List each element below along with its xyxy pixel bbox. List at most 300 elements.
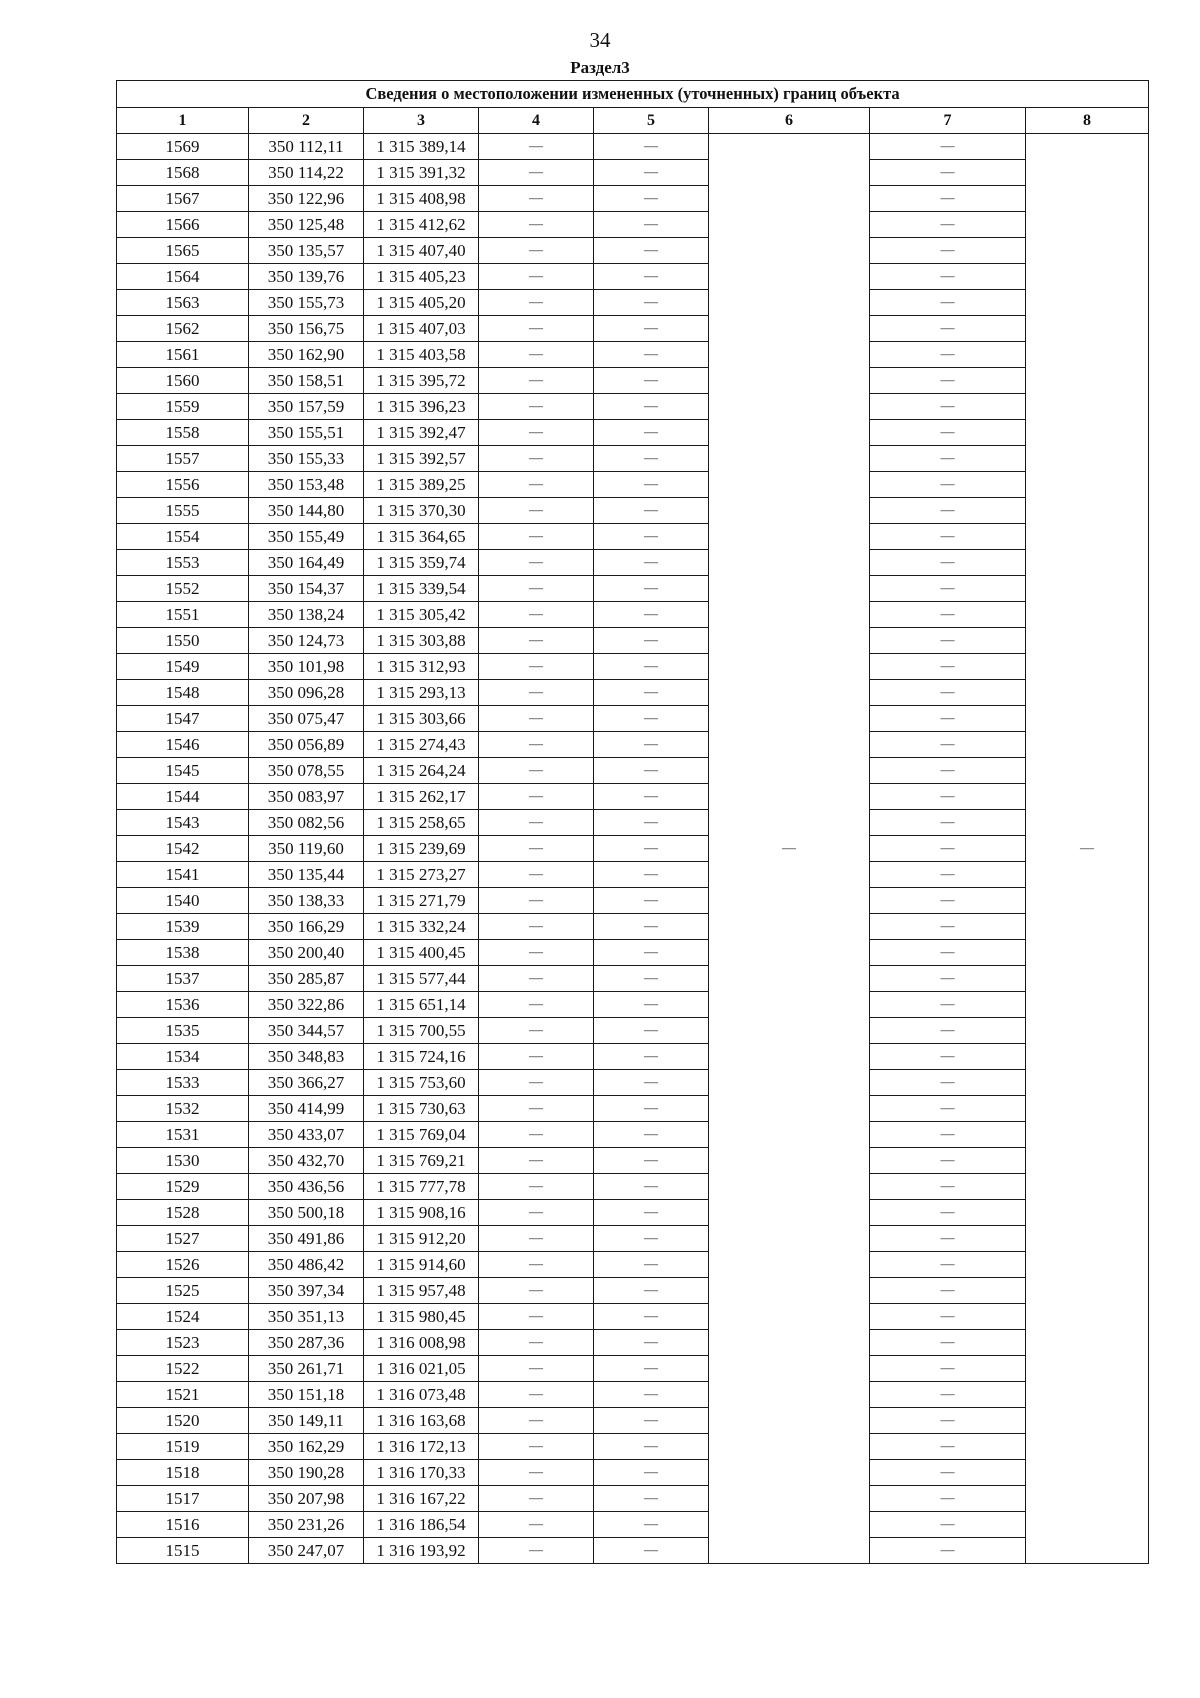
dash-cell: —	[479, 810, 594, 836]
y-coordinate-cell: 1 315 262,17	[364, 784, 479, 810]
x-coordinate-cell: 350 348,83	[249, 1044, 364, 1070]
point-number-cell: 1526	[117, 1252, 249, 1278]
dash-cell: —	[594, 654, 709, 680]
dash-cell: —	[594, 238, 709, 264]
point-number-cell: 1548	[117, 680, 249, 706]
table-row	[117, 1018, 1149, 1044]
dash-cell: —	[594, 1434, 709, 1460]
x-coordinate-cell: 350 351,13	[249, 1304, 364, 1330]
dash-cell: —	[870, 1278, 1026, 1304]
point-number-cell: 1535	[117, 1018, 249, 1044]
dash-cell: —	[594, 1356, 709, 1382]
table-row	[117, 472, 1149, 498]
dash-cell: —	[870, 420, 1026, 446]
x-coordinate-cell: 350 135,57	[249, 238, 364, 264]
dash-cell: —	[479, 498, 594, 524]
point-number-cell: 1558	[117, 420, 249, 446]
dash-cell: —	[594, 1382, 709, 1408]
table-row	[117, 810, 1149, 836]
x-coordinate-cell: 350 157,59	[249, 394, 364, 420]
dash-cell: —	[479, 784, 594, 810]
y-coordinate-cell: 1 315 753,60	[364, 1070, 479, 1096]
table-row	[117, 628, 1149, 654]
column-header-row	[117, 108, 1149, 134]
dash-cell: —	[870, 1304, 1026, 1330]
dash-cell: —	[479, 264, 594, 290]
dash-cell: —	[594, 732, 709, 758]
point-number-cell: 1552	[117, 576, 249, 602]
table-row	[117, 1408, 1149, 1434]
y-coordinate-cell: 1 315 392,57	[364, 446, 479, 472]
dash-cell: —	[870, 1174, 1026, 1200]
point-number-cell: 1541	[117, 862, 249, 888]
dash-cell: —	[479, 550, 594, 576]
table-row	[117, 1486, 1149, 1512]
y-coordinate-cell: 1 315 769,04	[364, 1122, 479, 1148]
x-coordinate-cell: 350 078,55	[249, 758, 364, 784]
dash-cell: —	[594, 1096, 709, 1122]
point-number-cell: 1560	[117, 368, 249, 394]
dash-cell: —	[479, 1252, 594, 1278]
dash-cell: —	[479, 316, 594, 342]
y-coordinate-cell: 1 316 008,98	[364, 1330, 479, 1356]
table-row	[117, 368, 1149, 394]
dash-cell: —	[479, 914, 594, 940]
table-row	[117, 706, 1149, 732]
table-row	[117, 888, 1149, 914]
dash-cell: —	[870, 550, 1026, 576]
y-coordinate-cell: 1 315 389,14	[364, 134, 479, 160]
x-coordinate-cell: 350 486,42	[249, 1252, 364, 1278]
point-number-cell: 1534	[117, 1044, 249, 1070]
table-row	[117, 1330, 1149, 1356]
y-coordinate-cell: 1 315 403,58	[364, 342, 479, 368]
table-row	[117, 1382, 1149, 1408]
dash-cell: —	[870, 1538, 1026, 1564]
dash-cell: —	[479, 524, 594, 550]
y-coordinate-cell: 1 315 407,03	[364, 316, 479, 342]
point-number-cell: 1521	[117, 1382, 249, 1408]
dash-cell: —	[479, 1408, 594, 1434]
dash-cell: —	[870, 238, 1026, 264]
y-coordinate-cell: 1 315 332,24	[364, 914, 479, 940]
y-coordinate-cell: 1 316 193,92	[364, 1538, 479, 1564]
table-row	[117, 238, 1149, 264]
dash-cell: —	[479, 1174, 594, 1200]
x-coordinate-cell: 350 096,28	[249, 680, 364, 706]
table-row	[117, 1174, 1149, 1200]
dash-cell: —	[870, 446, 1026, 472]
point-number-cell: 1516	[117, 1512, 249, 1538]
table-row	[117, 654, 1149, 680]
y-coordinate-cell: 1 315 405,23	[364, 264, 479, 290]
point-number-cell: 1553	[117, 550, 249, 576]
dash-cell: —	[594, 1330, 709, 1356]
dash-cell: —	[479, 758, 594, 784]
point-number-cell: 1529	[117, 1174, 249, 1200]
y-coordinate-cell: 1 315 651,14	[364, 992, 479, 1018]
y-coordinate-cell: 1 316 170,33	[364, 1460, 479, 1486]
x-coordinate-cell: 350 500,18	[249, 1200, 364, 1226]
x-coordinate-cell: 350 491,86	[249, 1226, 364, 1252]
table-body	[117, 134, 1149, 1564]
x-coordinate-cell: 350 075,47	[249, 706, 364, 732]
x-coordinate-cell: 350 285,87	[249, 966, 364, 992]
table-row	[117, 940, 1149, 966]
table-row	[117, 602, 1149, 628]
x-coordinate-cell: 350 155,73	[249, 290, 364, 316]
merged-column-6-cell: —	[709, 134, 870, 1564]
table-row	[117, 1434, 1149, 1460]
dash-cell: —	[479, 1356, 594, 1382]
dash-cell: —	[870, 264, 1026, 290]
dash-cell: —	[479, 1044, 594, 1070]
dash-cell: —	[479, 862, 594, 888]
column-header: 2	[249, 108, 364, 134]
x-coordinate-cell: 350 114,22	[249, 160, 364, 186]
point-number-cell: 1555	[117, 498, 249, 524]
dash-cell: —	[594, 212, 709, 238]
table-row	[117, 1252, 1149, 1278]
dash-cell: —	[479, 966, 594, 992]
dash-cell: —	[479, 238, 594, 264]
dash-cell: —	[479, 1382, 594, 1408]
dash-cell: —	[479, 732, 594, 758]
table-row	[117, 1304, 1149, 1330]
dash-cell: —	[870, 1070, 1026, 1096]
dash-cell: —	[594, 1408, 709, 1434]
dash-cell: —	[479, 212, 594, 238]
point-number-cell: 1542	[117, 836, 249, 862]
table-row	[117, 576, 1149, 602]
point-number-cell: 1562	[117, 316, 249, 342]
point-number-cell: 1565	[117, 238, 249, 264]
y-coordinate-cell: 1 315 577,44	[364, 966, 479, 992]
x-coordinate-cell: 350 156,75	[249, 316, 364, 342]
point-number-cell: 1550	[117, 628, 249, 654]
x-coordinate-cell: 350 162,29	[249, 1434, 364, 1460]
y-coordinate-cell: 1 315 274,43	[364, 732, 479, 758]
point-number-cell: 1525	[117, 1278, 249, 1304]
table-row	[117, 914, 1149, 940]
dash-cell: —	[594, 134, 709, 160]
y-coordinate-cell: 1 315 980,45	[364, 1304, 479, 1330]
x-coordinate-cell: 350 261,71	[249, 1356, 364, 1382]
x-coordinate-cell: 350 287,36	[249, 1330, 364, 1356]
dash-cell: —	[870, 576, 1026, 602]
dash-cell: —	[870, 342, 1026, 368]
x-coordinate-cell: 350 432,70	[249, 1148, 364, 1174]
y-coordinate-cell: 1 315 303,88	[364, 628, 479, 654]
dash-cell: —	[479, 394, 594, 420]
dash-cell: —	[594, 498, 709, 524]
point-number-cell: 1561	[117, 342, 249, 368]
dash-cell: —	[870, 498, 1026, 524]
dash-cell: —	[870, 160, 1026, 186]
y-coordinate-cell: 1 316 073,48	[364, 1382, 479, 1408]
point-number-cell: 1536	[117, 992, 249, 1018]
dash-cell: —	[870, 1356, 1026, 1382]
dash-cell: —	[870, 1096, 1026, 1122]
point-number-cell: 1564	[117, 264, 249, 290]
column-header: 4	[479, 108, 594, 134]
dash-cell: —	[870, 1252, 1026, 1278]
table-title-row	[117, 81, 1149, 108]
dash-cell: —	[594, 1174, 709, 1200]
dash-cell: —	[594, 368, 709, 394]
table-row	[117, 550, 1149, 576]
x-coordinate-cell: 350 155,51	[249, 420, 364, 446]
dash-cell: —	[594, 160, 709, 186]
column-header: 6	[709, 108, 870, 134]
dash-cell: —	[594, 862, 709, 888]
y-coordinate-cell: 1 315 914,60	[364, 1252, 479, 1278]
table-row	[117, 992, 1149, 1018]
dash-cell: —	[479, 420, 594, 446]
dash-cell: —	[479, 576, 594, 602]
dash-cell: —	[594, 420, 709, 446]
point-number-cell: 1519	[117, 1434, 249, 1460]
x-coordinate-cell: 350 155,49	[249, 524, 364, 550]
dash-cell: —	[479, 1512, 594, 1538]
y-coordinate-cell: 1 315 293,13	[364, 680, 479, 706]
dash-cell: —	[594, 316, 709, 342]
x-coordinate-cell: 350 164,49	[249, 550, 364, 576]
table-row	[117, 1512, 1149, 1538]
table-row	[117, 758, 1149, 784]
dash-cell: —	[594, 550, 709, 576]
dash-cell: —	[870, 810, 1026, 836]
dash-cell: —	[594, 992, 709, 1018]
dash-cell: —	[870, 1512, 1026, 1538]
point-number-cell: 1551	[117, 602, 249, 628]
dash-cell: —	[594, 1122, 709, 1148]
dash-cell: —	[870, 992, 1026, 1018]
point-number-cell: 1545	[117, 758, 249, 784]
table-row	[117, 160, 1149, 186]
dash-cell: —	[594, 810, 709, 836]
dash-cell: —	[870, 316, 1026, 342]
table-row	[117, 212, 1149, 238]
y-coordinate-cell: 1 315 405,20	[364, 290, 479, 316]
point-number-cell: 1549	[117, 654, 249, 680]
dash-cell: —	[870, 1330, 1026, 1356]
y-coordinate-cell: 1 315 370,30	[364, 498, 479, 524]
table-row	[117, 264, 1149, 290]
x-coordinate-cell: 350 366,27	[249, 1070, 364, 1096]
table-row	[117, 420, 1149, 446]
x-coordinate-cell: 350 190,28	[249, 1460, 364, 1486]
x-coordinate-cell: 350 344,57	[249, 1018, 364, 1044]
dash-cell: —	[479, 1122, 594, 1148]
table-row	[117, 1096, 1149, 1122]
point-number-cell: 1544	[117, 784, 249, 810]
table-row	[117, 1122, 1149, 1148]
dash-cell: —	[870, 706, 1026, 732]
y-coordinate-cell: 1 315 400,45	[364, 940, 479, 966]
dash-cell: —	[870, 654, 1026, 680]
y-coordinate-cell: 1 315 769,21	[364, 1148, 479, 1174]
dash-cell: —	[479, 654, 594, 680]
x-coordinate-cell: 350 200,40	[249, 940, 364, 966]
y-coordinate-cell: 1 315 271,79	[364, 888, 479, 914]
x-coordinate-cell: 350 433,07	[249, 1122, 364, 1148]
x-coordinate-cell: 350 125,48	[249, 212, 364, 238]
point-number-cell: 1522	[117, 1356, 249, 1382]
y-coordinate-cell: 1 315 305,42	[364, 602, 479, 628]
point-number-cell: 1546	[117, 732, 249, 758]
y-coordinate-cell: 1 315 264,24	[364, 758, 479, 784]
y-coordinate-cell: 1 315 364,65	[364, 524, 479, 550]
y-coordinate-cell: 1 315 777,78	[364, 1174, 479, 1200]
y-coordinate-cell: 1 315 700,55	[364, 1018, 479, 1044]
dash-cell: —	[870, 1044, 1026, 1070]
y-coordinate-cell: 1 315 312,93	[364, 654, 479, 680]
dash-cell: —	[594, 1278, 709, 1304]
y-coordinate-cell: 1 315 339,54	[364, 576, 479, 602]
dash-cell: —	[594, 966, 709, 992]
dash-cell: —	[870, 602, 1026, 628]
dash-cell: —	[479, 1460, 594, 1486]
dash-cell: —	[479, 290, 594, 316]
table-row	[117, 732, 1149, 758]
column-header: 3	[364, 108, 479, 134]
x-coordinate-cell: 350 119,60	[249, 836, 364, 862]
point-number-cell: 1533	[117, 1070, 249, 1096]
column-header: 1	[117, 108, 249, 134]
dash-cell: —	[594, 914, 709, 940]
dash-cell: —	[594, 1252, 709, 1278]
dash-cell: —	[870, 368, 1026, 394]
x-coordinate-cell: 350 153,48	[249, 472, 364, 498]
dash-cell: —	[479, 602, 594, 628]
point-number-cell: 1531	[117, 1122, 249, 1148]
boundary-table	[116, 80, 1149, 1564]
dash-cell: —	[870, 628, 1026, 654]
dash-cell: —	[870, 1460, 1026, 1486]
y-coordinate-cell: 1 315 359,74	[364, 550, 479, 576]
dash-cell: —	[479, 134, 594, 160]
dash-cell: —	[870, 1018, 1026, 1044]
dash-cell: —	[594, 290, 709, 316]
x-coordinate-cell: 350 135,44	[249, 862, 364, 888]
dash-cell: —	[479, 706, 594, 732]
dash-cell: —	[479, 1226, 594, 1252]
dash-cell: —	[479, 160, 594, 186]
point-number-cell: 1557	[117, 446, 249, 472]
point-number-cell: 1569	[117, 134, 249, 160]
dash-cell: —	[479, 1434, 594, 1460]
point-number-cell: 1520	[117, 1408, 249, 1434]
dash-cell: —	[479, 368, 594, 394]
table-row	[117, 1200, 1149, 1226]
table-row	[117, 316, 1149, 342]
dash-cell: —	[870, 680, 1026, 706]
table-row	[117, 342, 1149, 368]
dash-cell: —	[479, 888, 594, 914]
point-number-cell: 1523	[117, 1330, 249, 1356]
dash-cell: —	[870, 1382, 1026, 1408]
dash-cell: —	[479, 680, 594, 706]
dash-cell: —	[594, 706, 709, 732]
table-row	[117, 134, 1149, 160]
y-coordinate-cell: 1 315 392,47	[364, 420, 479, 446]
column-header: 7	[870, 108, 1026, 134]
dash-cell: —	[870, 186, 1026, 212]
dash-cell: —	[870, 940, 1026, 966]
y-coordinate-cell: 1 316 167,22	[364, 1486, 479, 1512]
x-coordinate-cell: 350 158,51	[249, 368, 364, 394]
x-coordinate-cell: 350 397,34	[249, 1278, 364, 1304]
dash-cell: —	[870, 914, 1026, 940]
x-coordinate-cell: 350 436,56	[249, 1174, 364, 1200]
point-number-cell: 1527	[117, 1226, 249, 1252]
x-coordinate-cell: 350 231,26	[249, 1512, 364, 1538]
dash-cell: —	[870, 1408, 1026, 1434]
dash-cell: —	[479, 472, 594, 498]
dash-cell: —	[594, 1460, 709, 1486]
x-coordinate-cell: 350 112,11	[249, 134, 364, 160]
table-title: Сведения о местоположении измененных (уточненных) границ объекта	[117, 81, 1149, 108]
page-number: 34	[589, 28, 611, 52]
dash-cell: —	[870, 888, 1026, 914]
x-coordinate-cell: 350 144,80	[249, 498, 364, 524]
y-coordinate-cell: 1 315 395,72	[364, 368, 479, 394]
dash-cell: —	[594, 1226, 709, 1252]
section-title: Раздел3	[570, 58, 630, 77]
point-number-cell: 1538	[117, 940, 249, 966]
table-row	[117, 966, 1149, 992]
x-coordinate-cell: 350 082,56	[249, 810, 364, 836]
point-number-cell: 1537	[117, 966, 249, 992]
dash-cell: —	[479, 1486, 594, 1512]
y-coordinate-cell: 1 315 303,66	[364, 706, 479, 732]
point-number-cell: 1540	[117, 888, 249, 914]
table-row	[117, 836, 1149, 862]
table-row	[117, 1460, 1149, 1486]
point-number-cell: 1518	[117, 1460, 249, 1486]
dash-cell: —	[479, 1018, 594, 1044]
dash-cell: —	[594, 342, 709, 368]
dash-cell: —	[870, 472, 1026, 498]
column-header: 5	[594, 108, 709, 134]
dash-cell: —	[594, 1070, 709, 1096]
x-coordinate-cell: 350 139,76	[249, 264, 364, 290]
dash-cell: —	[594, 784, 709, 810]
dash-cell: —	[479, 1148, 594, 1174]
point-number-cell: 1532	[117, 1096, 249, 1122]
table-row	[117, 1044, 1149, 1070]
table-row	[117, 1226, 1149, 1252]
table-row	[117, 524, 1149, 550]
point-number-cell: 1556	[117, 472, 249, 498]
x-coordinate-cell: 350 207,98	[249, 1486, 364, 1512]
point-number-cell: 1567	[117, 186, 249, 212]
dash-cell: —	[870, 524, 1026, 550]
y-coordinate-cell: 1 316 163,68	[364, 1408, 479, 1434]
table-row	[117, 1070, 1149, 1096]
table-row	[117, 1278, 1149, 1304]
merged-column-8-cell: —	[1026, 134, 1149, 1564]
dash-cell: —	[479, 836, 594, 862]
x-coordinate-cell: 350 122,96	[249, 186, 364, 212]
dash-cell: —	[479, 1096, 594, 1122]
point-number-cell: 1559	[117, 394, 249, 420]
dash-cell: —	[479, 1538, 594, 1564]
table-row	[117, 1148, 1149, 1174]
table-row	[117, 394, 1149, 420]
point-number-cell: 1554	[117, 524, 249, 550]
